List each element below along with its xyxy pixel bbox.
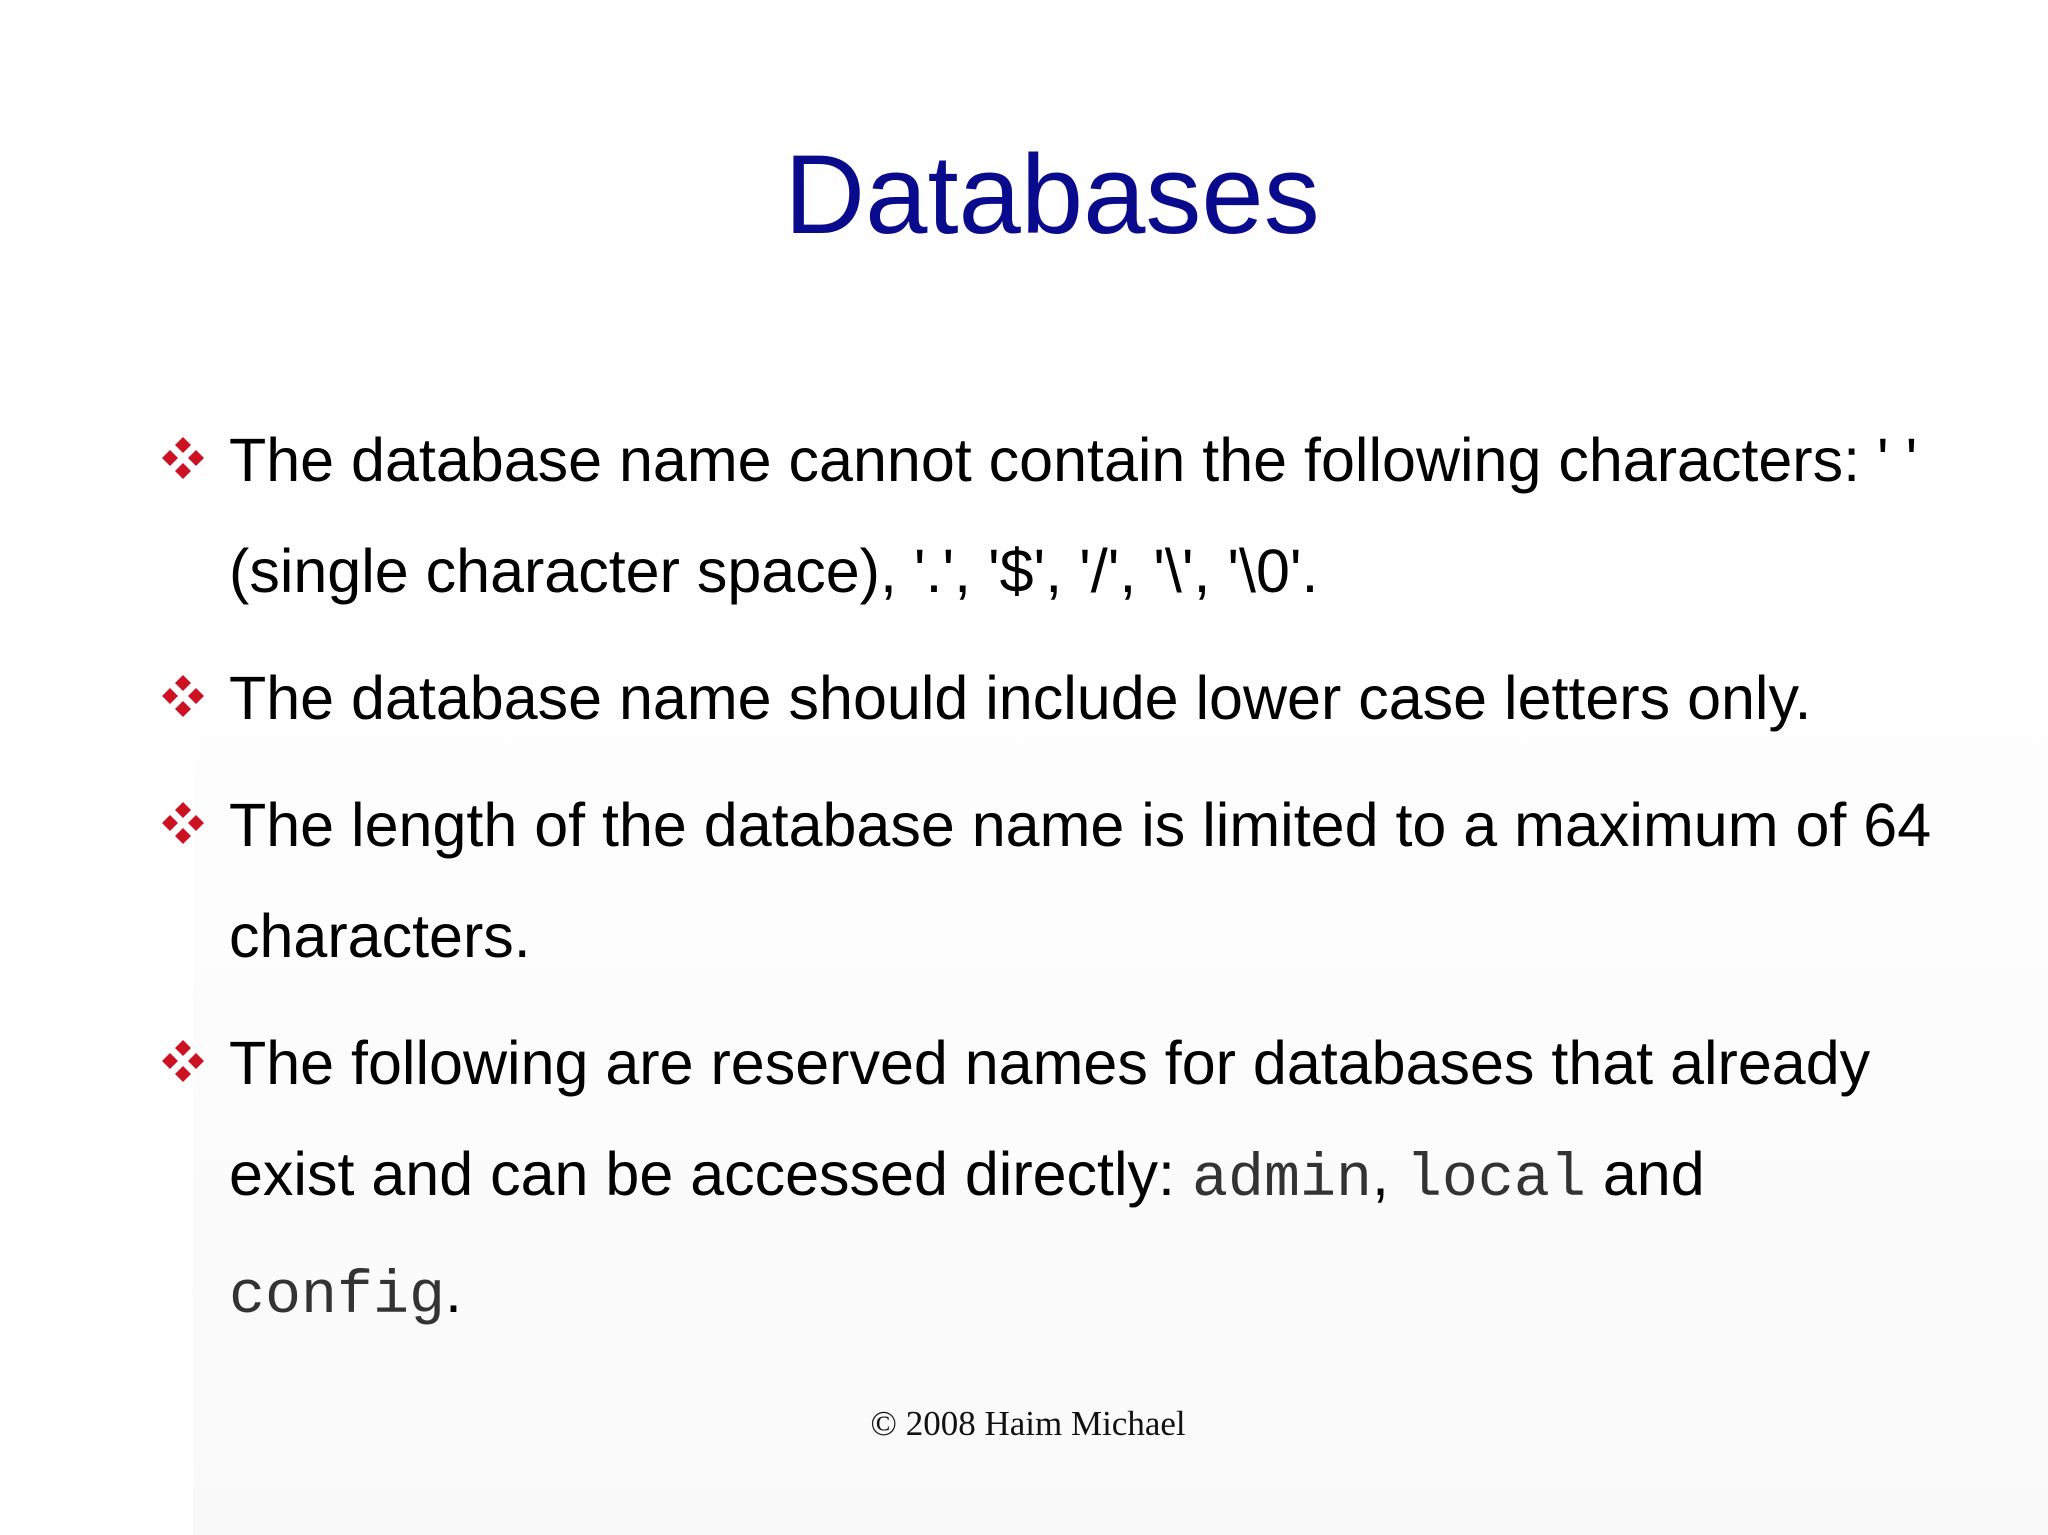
bullet-item-reserved-names <box>160 1008 1950 1353</box>
code-config: config <box>229 1263 446 1331</box>
bullet-text: The database name should include lower case letters only. <box>229 664 1812 732</box>
bullet-item-lower-case <box>160 643 1950 754</box>
code-local: local <box>1405 1146 1586 1214</box>
four-diamond-bullet-icon <box>160 673 206 719</box>
bullet-text: The database name cannot contain the following characters: ' ' (single character space), '.', '$', '/', '\', '\0'. <box>229 426 1918 605</box>
code-admin: admin <box>1191 1146 1372 1214</box>
bullet-list <box>160 405 1950 1369</box>
separator-text: and <box>1585 1140 1705 1208</box>
separator-text: , <box>1372 1140 1406 1208</box>
bullet-text: The following are reserved names for databases that already exist and can be accessed directly: <box>229 1029 1871 1208</box>
four-diamond-bullet-icon <box>160 800 206 846</box>
four-diamond-bullet-icon <box>160 435 206 481</box>
copyright-footer: © 2008 Haim Michael <box>870 1404 1186 1443</box>
trailing-text: . <box>445 1257 462 1325</box>
four-diamond-bullet-icon <box>160 1038 206 1084</box>
slide-title: Databases <box>784 132 1320 257</box>
bullet-item-forbidden-characters <box>160 405 1950 627</box>
bullet-item-max-length <box>160 770 1950 992</box>
bullet-text: The length of the database name is limited to a maximum of 64 characters. <box>229 791 1932 970</box>
